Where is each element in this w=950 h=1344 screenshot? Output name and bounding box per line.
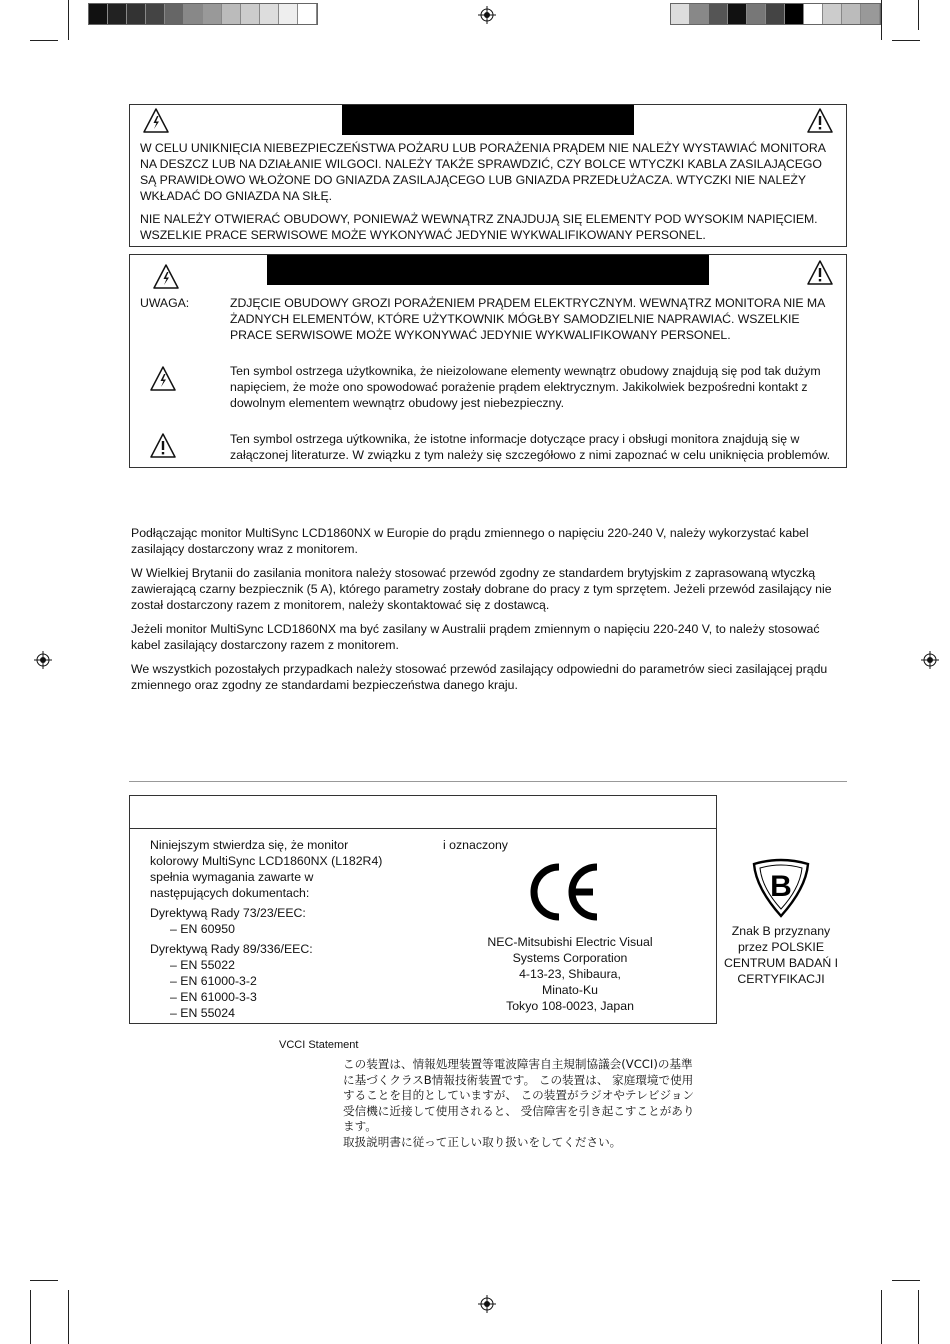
company-line: Tokyo 108-0023, Japan [506, 999, 634, 1013]
registration-mark-bottom [478, 1295, 496, 1313]
directive-1: Dyrektywą Rady 73/23/EEC: [150, 906, 306, 920]
warning-paragraph-2: NIE NALEŻY OTWIERAĆ OBUDOWY, PONIEWAŻ WEWNĄTRZ ZNAJDUJĄ SIĘ ELEMENTY POD WYSOKIM NAPIĘCIEM. WSZELKIE PRACE SERWISOWE MOŻE WYKONYWAĆ JEDYNIE WYKWALIFIKOWANY PERSONEL. [140, 212, 818, 242]
vcci-line: 受信機に近接して使用されると、 受信障害を引き起こすことがあり [343, 1103, 695, 1118]
caution-title-bar [267, 255, 709, 285]
lightning-symbol-icon [150, 366, 176, 392]
section-divider [129, 781, 847, 782]
warning-paragraph-1: W CELU UNIKNIĘCIA NIEBEZPIECZEŃSTWA POŻARU LUB PORAŻENIA PRĄDEM NIE NALEŻY WYSTAWIAĆ MONITORA NA DESZCZ LUB NA DZIAŁANIE WILGOCI. NALEŻY TAKŻE SPRAWDZIĆ, CZY BOLCE WTYCZKI KABLA ZASILAJĄCEGO SĄ PRAWIDŁOWO WŁOŻONE DO GNIAZDA ZASILAJĄCEGO LUB GNIAZDA PRZEDŁUŻACZA. WTYCZKI NIE NALEŻY WKŁADAĆ DO GNIAZDA NA SIŁĘ. [140, 141, 826, 203]
exclamation-symbol-description: Ten symbol ostrzega uýtkownika, że istotne informacje dotyczące pracy i obsługi monitora znajdują się w załączonej literaturze. W związku z tym należy się szczegółowo z nimi zapoznać w celu uniknięcia problemów. [230, 432, 831, 462]
lightning-symbol-description: Ten symbol ostrzega użytkownika, że nieizolowane elementy wewnątrz obudowy znajdują się pod tak dużym napięciem, że może ono spowodować porażenie prądem elektrycznym. Jakikolwiek bezpośredni kontakt z dowolnym elementem wewnątrz obudowy jest niebezpieczny. [230, 364, 821, 410]
vcci-title: VCCI Statement [279, 1039, 359, 1051]
company-address [460, 934, 680, 1014]
b-caption-line: Znak B przyznany [731, 924, 831, 938]
b-caption-line: CERTYFIKACJI [737, 972, 825, 986]
exclamation-warning-icon [807, 260, 833, 286]
ce-mark [529, 862, 601, 922]
b-mark-letter: B [770, 870, 792, 903]
vcci-line: ます。 [343, 1119, 377, 1133]
declaration-header-rule [130, 828, 716, 829]
registration-mark-left [34, 651, 52, 669]
power-paragraph-3: Jeżeli monitor MultiSync LCD1860NX ma być zasilany w Australii prądem zmiennym o napięciu 220-240 V, to należy stosować kabel zasilający dostarczony razem z monitorem. [131, 622, 820, 652]
registration-mark-top [478, 6, 496, 24]
vcci-line: 取扱説明書に従って正しい取り扱いをしてください。 [343, 1134, 622, 1149]
warning-title-bar [342, 105, 634, 135]
caution-label: UWAGA: [140, 296, 190, 310]
b-caption-line: przez POLSKIE [737, 940, 825, 954]
power-paragraph-4: We wszystkich pozostałych przypadkach należy stosować przewód zasilający odpowiedni do parametrów sieci zasilającej prądu zmiennego oraz zgodny ze standardami bezpieczeństwa danego kraju. [131, 662, 828, 692]
caution-box [129, 254, 847, 468]
ce-mark-icon [529, 862, 601, 922]
b-certification-mark [750, 858, 812, 920]
company-line: Minato-Ku [541, 983, 599, 997]
color-bar-left [88, 3, 318, 25]
company-line: Systems Corporation [512, 951, 628, 965]
b-mark-caption [715, 923, 847, 987]
color-bar-right [670, 3, 881, 25]
caution-text: ZDJĘCIE OBUDOWY GROZI PORAŻENIEM PRĄDEM ELEKTRYCZNYM. WEWNĄTRZ MONITORA NIE MA ŻADNYCH ELEMENTÓW, KTÓRE UŻYTKOWNIK MÓGŁBY SAMODZIELNIE NAPRAWIAĆ. WSZELKIE PRACE SERWISOWE MOŻE WYKONYWAĆ JEDYNIE WYKWALIFIKOWANY PERSONEL. [230, 296, 825, 342]
directive-1-item: – EN 60950 [170, 922, 235, 936]
power-paragraph-1: Podłączając monitor MultiSync LCD1860NX w Europie do prądu zmiennego o napięciu 220-240 V, należy wykorzystać kabel zasilający dostarczony wraz z monitorem. [131, 526, 809, 556]
declaration-box [129, 795, 717, 1024]
company-line: NEC-Mitsubishi Electric Visual [487, 935, 653, 949]
b-caption-line: CENTRUM BADAŃ I [723, 956, 839, 970]
marked-label: i oznaczony [443, 838, 508, 852]
declaration-intro: Niniejszym stwierdza się, że monitor kolorowy MultiSync LCD1860NX (L182R4) spełnia wymagania zawarte w następujących dokumentach: [150, 838, 383, 900]
vcci-line: に基づくクラスB情報技術装置です。 この装置は、 家庭環境で使用 [343, 1072, 694, 1087]
vcci-line: この装置は、情報処理装置等電波障害自主規制協議会(VCCI)の基準 [343, 1057, 693, 1071]
directive-2-item: – EN 55022 [170, 958, 235, 972]
exclamation-symbol-icon [150, 433, 176, 459]
power-paragraph-2: W Wielkiej Brytanii do zasilania monitora należy stosować przewód zgodny ze standardem brytyjskim z zaprasowaną wtyczką zawierającą czarny bezpiecznik (5 A), którego parametry zostały dobrane do pracy z tym sprzętem. Jeżeli przewód zasilający nie został dostarczony razem z monitorem, należy skontaktować się z dostawcą. [131, 566, 832, 612]
directive-2-item: – EN 61000-3-2 [170, 974, 257, 988]
vcci-line: することを目的としていますが、 この装置がラジオやテレビジョン [343, 1088, 695, 1102]
warning-box [129, 104, 847, 247]
exclamation-warning-icon [807, 108, 833, 134]
lightning-warning-icon [153, 264, 179, 290]
vcci-statement [343, 1057, 713, 1150]
registration-mark-right [921, 651, 939, 669]
directive-2-item: – EN 61000-3-3 [170, 990, 257, 1004]
directive-2: Dyrektywą Rady 89/336/EEC: [150, 942, 313, 956]
directive-2-item: – EN 55024 [170, 1006, 235, 1020]
lightning-warning-icon [143, 108, 169, 134]
company-line: 4-13-23, Shibaura, [519, 967, 621, 981]
